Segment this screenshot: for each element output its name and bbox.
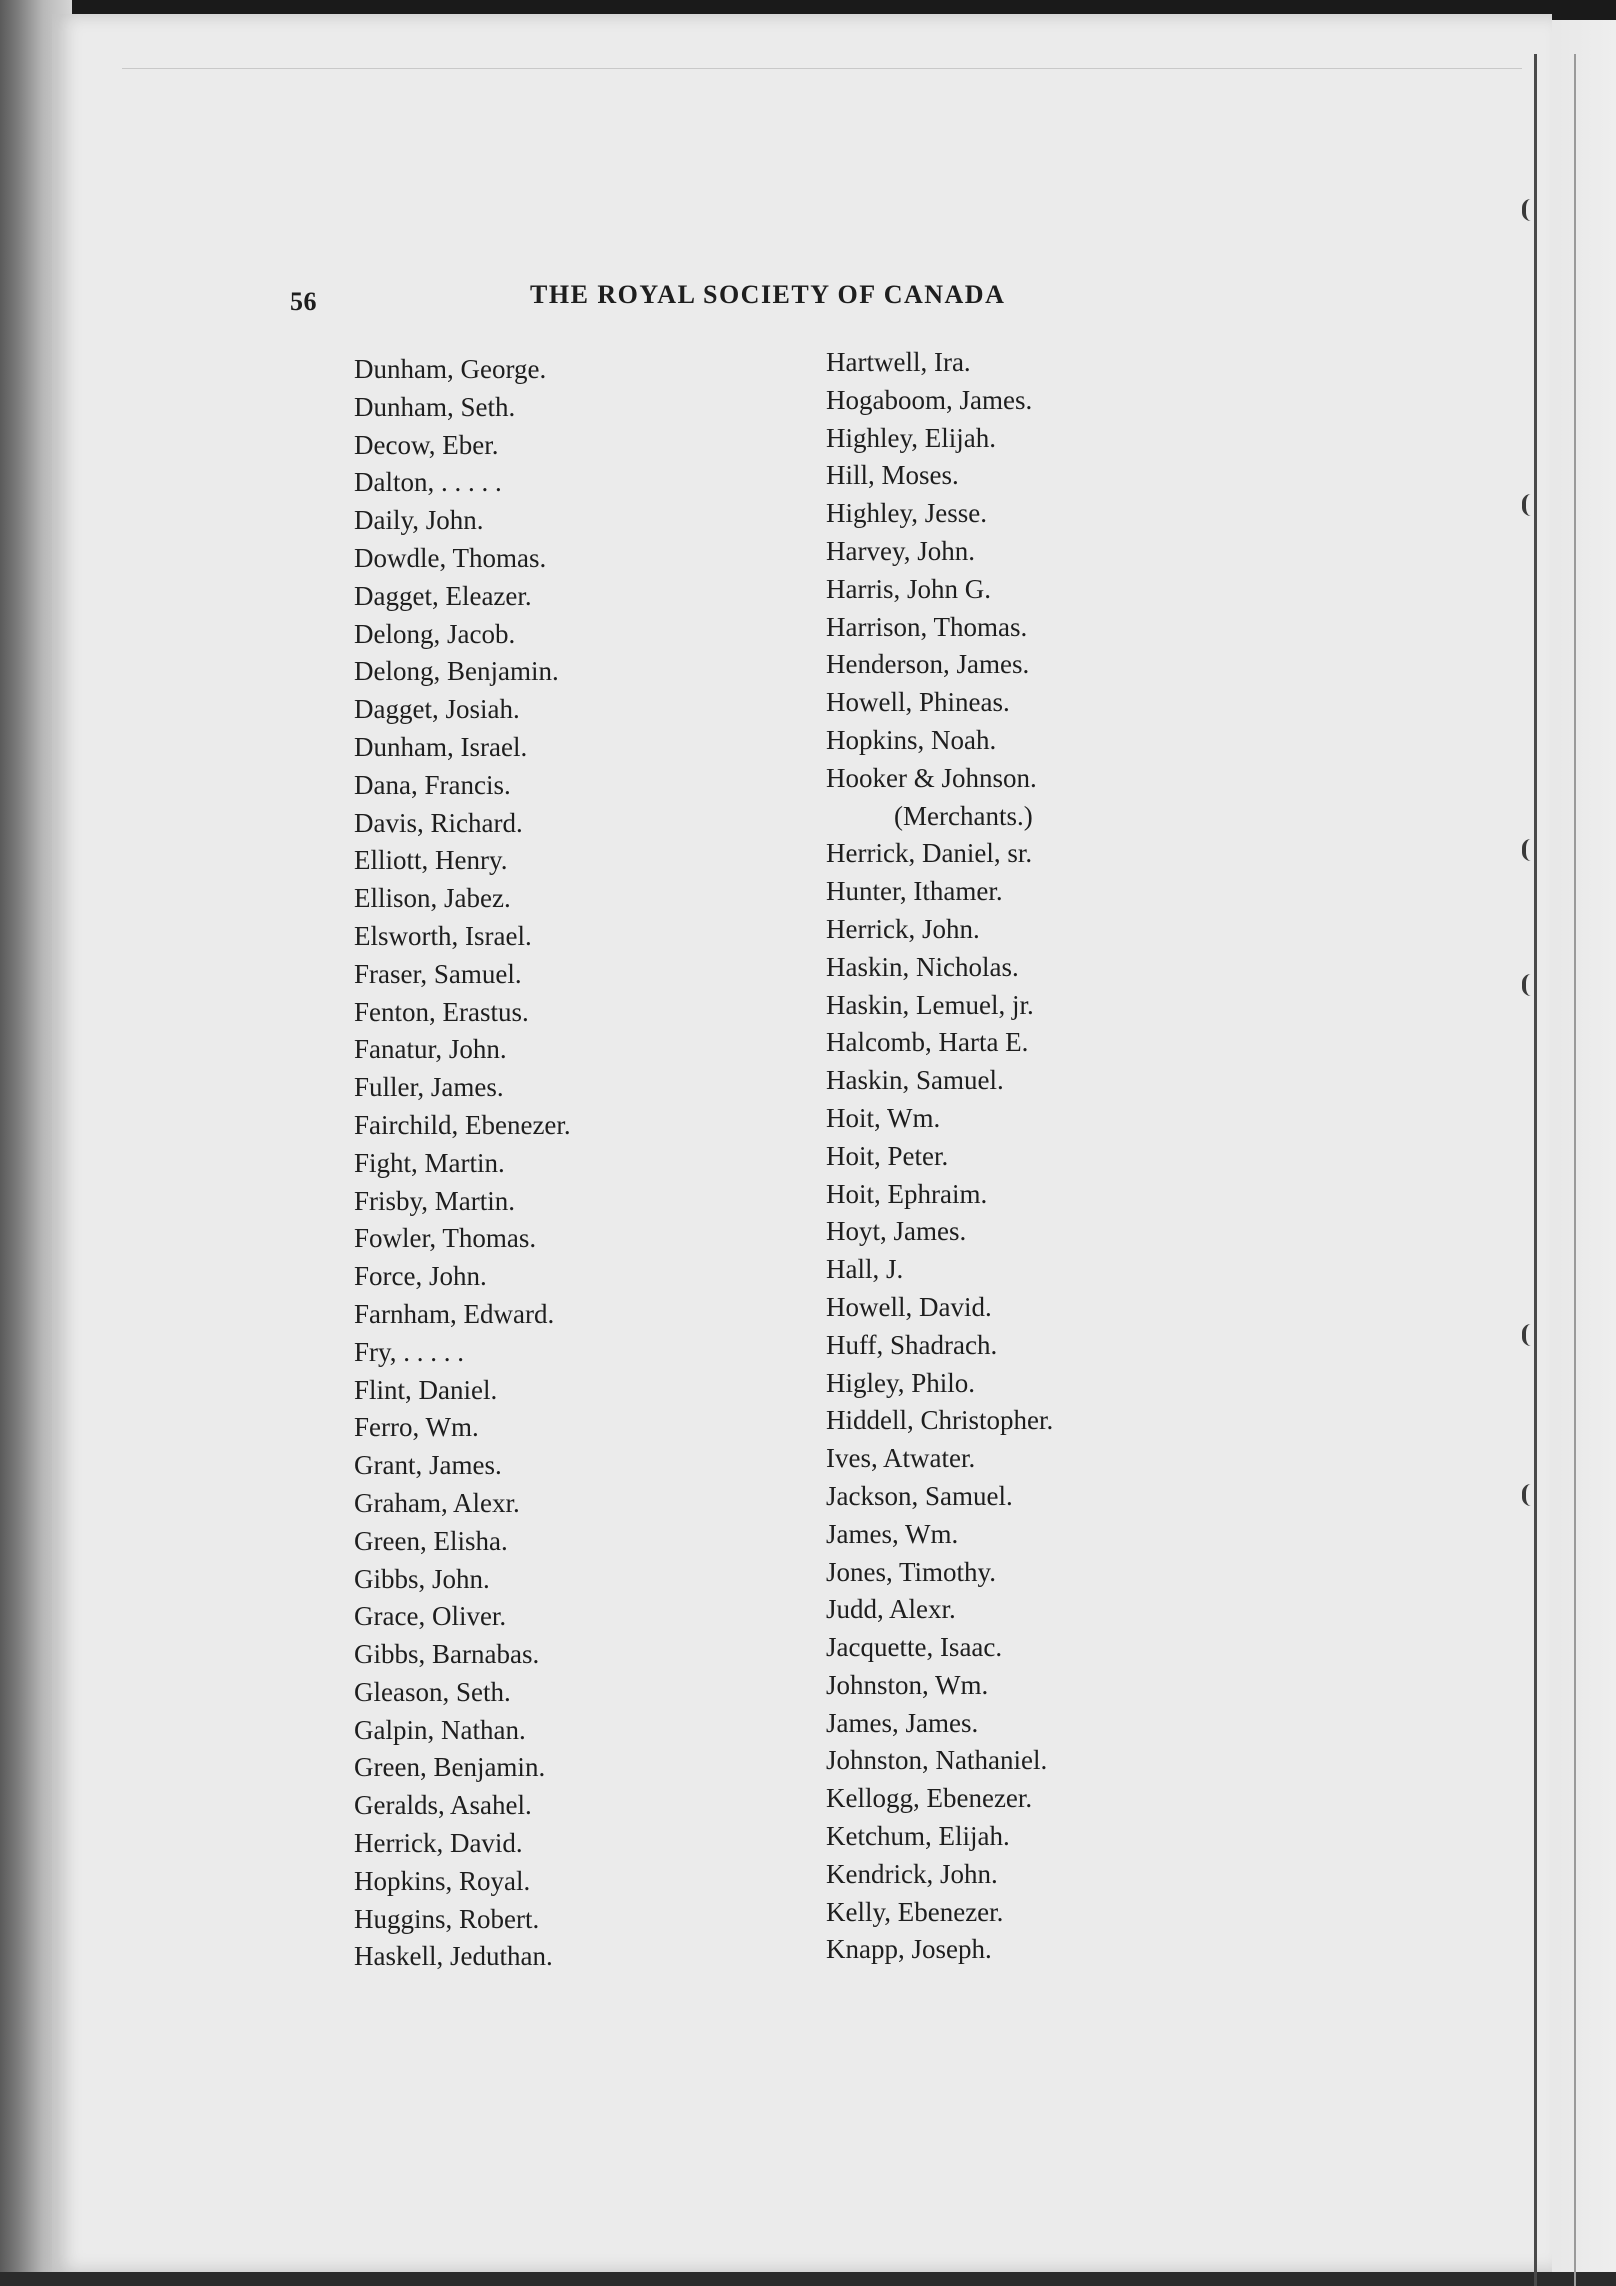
list-item: Ives, Atwater.: [826, 1443, 976, 1474]
list-item: Ferro, Wm.: [354, 1412, 479, 1443]
list-item: Knapp, Joseph.: [826, 1934, 992, 1965]
list-item: Henderson, James.: [826, 649, 1030, 680]
page-number: 56: [290, 287, 317, 316]
list-item: Frisby, Martin.: [354, 1185, 515, 1216]
list-item: Hiddell, Christopher.: [826, 1405, 1054, 1436]
list-item: Herrick, David.: [354, 1828, 523, 1859]
list-item: Geralds, Asahel.: [354, 1790, 532, 1821]
list-item: Harvey, John.: [826, 535, 975, 566]
list-item: Jackson, Samuel.: [826, 1480, 1013, 1511]
list-item: Dunham, Israel.: [354, 731, 528, 762]
list-item: James, Wm.: [826, 1518, 959, 1549]
list-item: Huff, Shadrach.: [826, 1329, 998, 1360]
binding-thread-mark: [1522, 1484, 1544, 1506]
running-head: THE ROYAL SOCIETY OF CANADA: [530, 280, 1006, 309]
list-item: Dagget, Eleazer.: [354, 580, 532, 611]
list-item: Dana, Francis.: [354, 769, 511, 800]
list-item: Howell, Phineas.: [826, 687, 1010, 718]
binding-thread-mark: [1522, 1324, 1544, 1346]
list-item: Johnston, Wm.: [826, 1669, 989, 1700]
list-item: Dalton, . . . . .: [354, 467, 502, 498]
list-item: Jacquette, Isaac.: [826, 1632, 1003, 1663]
list-item: Dunham, George.: [354, 354, 547, 384]
list-item: Fenton, Erastus.: [354, 996, 529, 1027]
name-list-right-column: [826, 344, 1053, 1969]
list-item: Kendrick, John.: [826, 1858, 998, 1889]
binding-thread-mark: [1522, 199, 1544, 221]
list-item: Herrick, John.: [826, 913, 980, 944]
list-item: Elliott, Henry.: [354, 845, 508, 876]
list-item: Hill, Moses.: [826, 460, 959, 491]
list-item: Harris, John G.: [826, 573, 991, 604]
list-item: Delong, Benjamin.: [354, 656, 559, 687]
book-page: [52, 14, 1552, 2272]
list-item: Daily, John.: [354, 505, 484, 536]
list-item: Highley, Elijah.: [826, 422, 996, 453]
list-item: James, James.: [826, 1707, 979, 1738]
list-item: Hopkins, Royal.: [354, 1865, 531, 1896]
list-item: Kellogg, Ebenezer.: [826, 1783, 1033, 1814]
list-item: Johnston, Nathaniel.: [826, 1745, 1048, 1776]
list-item: Green, Benjamin.: [354, 1752, 546, 1783]
page-gutter-shadow: [1574, 54, 1576, 2286]
list-item: Farnham, Edward.: [354, 1298, 555, 1329]
list-item: Haskin, Lemuel, jr.: [826, 989, 1034, 1020]
list-item: Fry, . . . . .: [354, 1336, 465, 1367]
list-item: Higley, Philo.: [826, 1367, 976, 1398]
page-gutter-edge: [1534, 54, 1537, 2286]
page-top-rule: [122, 68, 1522, 69]
list-item: Delong, Jacob.: [354, 618, 516, 649]
list-item: Graham, Alexr.: [354, 1487, 520, 1518]
list-item: Galpin, Nathan.: [354, 1714, 526, 1745]
list-item: Gibbs, John.: [354, 1563, 490, 1594]
list-item: Hoit, Peter.: [826, 1140, 949, 1171]
list-item: Dunham, Seth.: [354, 391, 516, 422]
list-item: Hogaboom, James.: [826, 384, 1033, 415]
list-item: Hopkins, Noah.: [826, 724, 997, 755]
list-item: Fairchild, Ebenezer.: [354, 1109, 571, 1140]
binding-thread-mark: [1522, 974, 1544, 996]
list-item: Hoit, Ephraim.: [826, 1178, 988, 1209]
list-item: Herrick, Daniel, sr.: [826, 838, 1033, 869]
list-item: Davis, Richard.: [354, 807, 523, 838]
list-item: Grace, Oliver.: [354, 1601, 507, 1632]
list-item: Hoyt, James.: [826, 1216, 967, 1247]
list-item: Fowler, Thomas.: [354, 1223, 537, 1254]
binding-thread-mark: [1522, 839, 1544, 861]
list-item: Hall, J.: [826, 1254, 904, 1285]
list-item: Jones, Timothy.: [826, 1556, 997, 1587]
list-item: Kelly, Ebenezer.: [826, 1896, 1004, 1927]
list-item: Dowdle, Thomas.: [354, 542, 547, 573]
list-item: Fraser, Samuel.: [354, 958, 522, 989]
list-item: Haskin, Samuel.: [826, 1065, 1004, 1096]
list-item-note: (Merchants.): [894, 800, 1033, 831]
list-item: Howell, David.: [826, 1291, 992, 1322]
list-item: Huggins, Robert.: [354, 1903, 540, 1934]
list-item: Hoit, Wm.: [826, 1102, 941, 1133]
list-item: Gibbs, Barnabas.: [354, 1639, 540, 1670]
list-item: Fuller, James.: [354, 1072, 504, 1103]
list-item: Judd, Alexr.: [826, 1594, 956, 1625]
list-item: Hooker & Johnson.: [826, 762, 1037, 793]
list-item: Elsworth, Israel.: [354, 920, 532, 951]
binding-thread-mark: [1522, 494, 1544, 516]
list-item: Force, John.: [354, 1261, 487, 1292]
name-list-left-column: [354, 351, 571, 1976]
list-item: Dagget, Josiah.: [354, 694, 520, 725]
list-item: Fanatur, John.: [354, 1034, 507, 1065]
list-item: Highley, Jesse.: [826, 498, 987, 529]
list-item: Hartwell, Ira.: [826, 347, 971, 377]
list-item: Gleason, Seth.: [354, 1676, 511, 1707]
list-item: Grant, James.: [354, 1450, 502, 1481]
list-item: Haskin, Nicholas.: [826, 951, 1019, 982]
list-item: Decow, Eber.: [354, 429, 499, 460]
list-item: Ellison, Jabez.: [354, 883, 511, 914]
list-item: Hunter, Ithamer.: [826, 876, 1003, 907]
list-item: Harrison, Thomas.: [826, 611, 1028, 642]
list-item: Green, Elisha.: [354, 1525, 508, 1556]
list-item: Ketchum, Elijah.: [826, 1821, 1010, 1852]
list-item: Flint, Daniel.: [354, 1374, 498, 1405]
list-item: Haskell, Jeduthan.: [354, 1941, 553, 1972]
list-item: Fight, Martin.: [354, 1147, 505, 1178]
list-item: Halcomb, Harta E.: [826, 1027, 1029, 1058]
